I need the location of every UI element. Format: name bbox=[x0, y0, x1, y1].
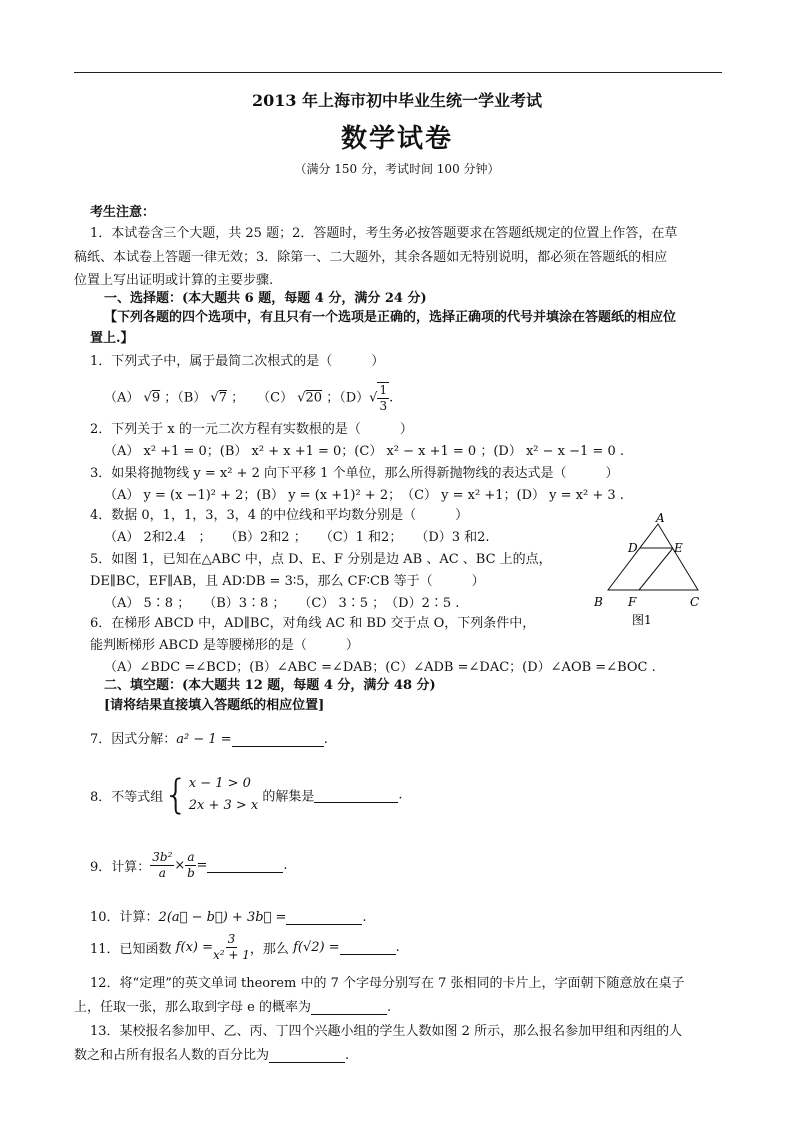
section2-title: 二、填空题：(本大题共 12 题，每题 4 分，满分 48 分) bbox=[104, 678, 436, 693]
notice-line: 1．本试卷含三个大题，共 25 题；2．答题时，考生务必按答题要求在答题纸规定的位置上作答，在草 bbox=[90, 226, 678, 241]
q9: 9．计算： $\frac{\text{3b²}}{a}$ × $\frac{a}{b}$ = . bbox=[90, 850, 288, 880]
notice-line: 稿纸、本试卷上答题一律无效；3．除第一、二大题外，其余各题如无特别说明，都必须在答题纸的相应 bbox=[74, 250, 668, 265]
q13-line1: 13．某校报名参加甲、乙、丙、丁四个兴趣小组的学生人数如图 2 所示，那么报名参加甲组和丙组的人 bbox=[90, 1024, 683, 1039]
section1-instruction: 【下列各题的四个选项中，有且只有一个选项是正确的，选择正确项的代号并填涂在答题纸的相应位 bbox=[104, 310, 677, 325]
q12-line2: 上，任取一张，那么取到字母 e 的概率为 . bbox=[74, 1000, 392, 1015]
q8: 8．不等式组{ x − 1 > 0 2x + 3 > x 的解集是 . bbox=[90, 772, 403, 818]
q2-stem: 2．下列关于 x 的一元二次方程有实数根的是（ ） bbox=[90, 422, 413, 437]
q10: 10．计算：2(a⃗ − b⃗) + 3b⃗ = . bbox=[90, 910, 367, 925]
q3-stem: 3．如果将抛物线 y = x² + 2 向下平移 1 个单位，那么所得新抛物线的表达式是（ ） bbox=[90, 466, 619, 481]
q4-options: （A） 2和2.4 ； （B）2和2 ； （C）1 和2； （D）3 和2. bbox=[104, 530, 490, 545]
q12-line1: 12．将“定理”的英文单词 theorem 中的 7 个字母分别写在 7 张相同的卡片上，字面朝下随意放在桌子 bbox=[90, 976, 685, 991]
q4-stem: 4．数据 0，1，1，3，3，4 的中位线和平均数分别是（ ） bbox=[90, 508, 469, 523]
q5-options: （A） 5∶8 ； （B）3∶8 ； （C） 3∶5 ； （D）2∶5 . bbox=[104, 596, 460, 611]
q11: 11．已知函数 f(x) = $\frac{3}{\text{x² + 1}}$ ，那么 f(√2) = . bbox=[90, 932, 400, 962]
q1-stem: 1．下列式子中，属于最简二次根式的是（ ） bbox=[90, 354, 385, 369]
q5-stem: 5．如图 1，已知在△ABC 中，点 D、E、F 分别是边 AB 、AC 、BC 上的点， bbox=[90, 552, 552, 567]
label-e: E bbox=[674, 541, 683, 555]
label-a: A bbox=[656, 511, 665, 525]
section1-title: 一、选择题：(本大题共 6 题，每题 4 分，满分 24 分) bbox=[104, 291, 427, 306]
label-b: B bbox=[594, 595, 603, 609]
exam-info: （满分 150 分，考试时间 100 分钟） bbox=[294, 162, 500, 176]
label-d: D bbox=[628, 541, 638, 555]
section2-instruction: [请将结果直接填入答题纸的相应位置] bbox=[104, 698, 325, 713]
label-f: F bbox=[628, 595, 637, 609]
figure1-triangle bbox=[588, 510, 718, 630]
q6-stem: 能判断梯形 ABCD 是等腰梯形的是（ ） bbox=[90, 638, 359, 653]
subject-title: 数学试卷 bbox=[340, 124, 453, 154]
section1-instruction: 置上.】 bbox=[90, 331, 134, 346]
exam-title: 2013 年上海市初中毕业生统一学业考试 bbox=[251, 91, 543, 110]
q7: 7．因式分解：a² − 1 = . bbox=[90, 732, 328, 747]
notice-title: 考生注意： bbox=[90, 205, 156, 220]
q5-stem: DE∥BC，EF∥AB，且 AD∶DB = 3∶5，那么 CF∶CB 等于（ ） bbox=[90, 574, 485, 589]
q3-options: （A） y = (x −1)² + 2；(B） y = (x +1)² + 2； （C） y = x² +1；(D） y = x² + 3 . bbox=[104, 488, 624, 503]
figure1-caption: 图1 bbox=[632, 613, 652, 627]
q6-stem: 6．在梯形 ABCD 中，AD∥BC，对角线 AC 和 BD 交于点 O，下列条件中， bbox=[90, 616, 536, 631]
label-c: C bbox=[690, 595, 700, 609]
q1-options: （A） √9 ；（B） √7 ； （C） √20 ；（D）√ $\frac{1}{3}$ . bbox=[104, 383, 394, 413]
q13-line2: 数之和占所有报名人数的百分比为 . bbox=[74, 1048, 350, 1063]
notice-line: 位置上写出证明或计算的主要步骤. bbox=[74, 273, 274, 288]
header-rule bbox=[74, 72, 722, 73]
q6-options: （A）∠BDC =∠BCD；(B）∠ABC =∠DAB；(C）∠ADB =∠DAC；(D）∠AOB =∠BOC . bbox=[104, 660, 656, 675]
q2-options: （A） x² +1 = 0；(B） x² + x +1 = 0；(C） x² − x +1 = 0 ；(D） x² − x −1 = 0 . bbox=[104, 444, 624, 459]
